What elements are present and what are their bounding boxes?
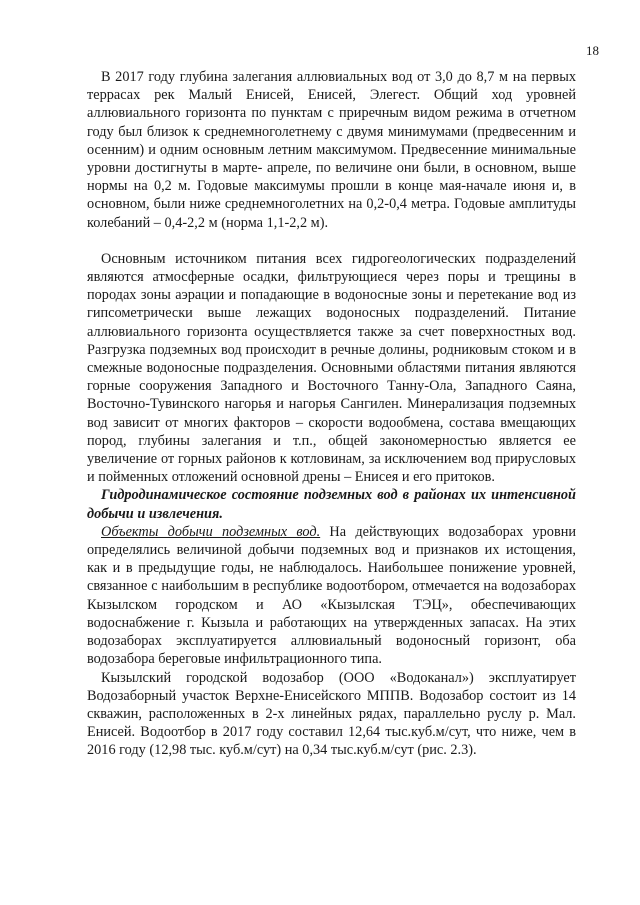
- paragraph-aquifer-levels: В 2017 году глубина залегания аллювиальных вод от 3,0 до 8,7 м на первых террасах рек Малый Енисей, Енисей, Элегест. Общий ход уровней аллювиального горизонта по пунктам с приречным видом режима в отчетном году был близок к среднемноголетнему с двумя минимумами (предвесенним и осенним) и одним основным летним максимумом. Предвесенние минимальные уровни достигнуты в марте- апреле, по величине они были, в основном, выше нормы на 0,2 м. Годовые максимумы прошли в конце мая-начале июня и, в основном, были ниже среднемноголетних на 0,2-0,4 метра. Годовые амплитуды колебаний – 0,4-2,2 м (норма 1,1-2,2 м).: [87, 69, 576, 231]
- paragraph-recharge-sources: Основным источником питания всех гидрогеологических подразделений являются атмосферные осадки, фильтрующиеся через поры и трещины в породах зоны аэрации и попадающие в водоносные зоны и перетекание вод из гипсометрически выше лежащих водоносных подразделений. Питание аллювиального горизонта осуществляется также за счет поверхностных вод. Разгрузка подземных вод происходит в речные долины, родниковым стоком и в смежные водоносные подразделения. Основными областями питания являются горные сооружения Западного и Восточного Танну-Ола, Западного Саяна, Восточно-Тувинского нагорья и нагорья Сангилен. Минерализация подземных вод зависит от многих факторов – скорости водообмена, состава вмещающих пород, глубины залегания и т.п., общей закономерностью является ее увеличение от горных районов к котловинам, за исключением вод прирусловых и пойменных отложений основной дрены – Енисея и его притоков.: [87, 250, 576, 486]
- section-heading: Гидродинамическое состояние подземных вод в районах их интенсивной добычи и извлечения.: [87, 487, 576, 522]
- subsection-title: Объекты добычи подземных вод.: [101, 523, 321, 540]
- page-number: 18: [586, 43, 599, 58]
- paragraph-kyzyl-intake: Кызылский городской водозабор (ООО «Водоканал») эксплуатирует Водозаборный участок Верхне-Енисейского МППВ. Водозабор состоит из 14 скважин, расположенных в 2-х линейных рядах, параллельно руслу р. Мал. Енисей. Водоотбор в 2017 году составил 12,64 тыс.куб.м/сут, что ниже, чем в 2016 году (12,98 тыс. куб.м/сут) на 0,34 тыс.куб.м/сут (рис. 2.3).: [87, 669, 576, 759]
- document-body: [87, 68, 576, 760]
- paragraph-extraction-sites-text: На действующих водозаборах уровни определялись величиной добычи подземных вод и признаков их истощения, как и в предыдущие годы, не наблюдалось. Наибольшее понижение уровней, связанное с наибольшим в республике водоотбором, отмечается на водозаборах Кызылском городском и АО «Кызылская ТЭЦ», обеспечивающих водоснабжение г. Кызыла и работающих на утвержденных запасах. На этих водозаборах эксплуатируется аллювиальный водоносный горизонт, оба водозабора береговые инфильтрационного типа.: [87, 523, 576, 668]
- paragraph-extraction-sites: [87, 523, 576, 669]
